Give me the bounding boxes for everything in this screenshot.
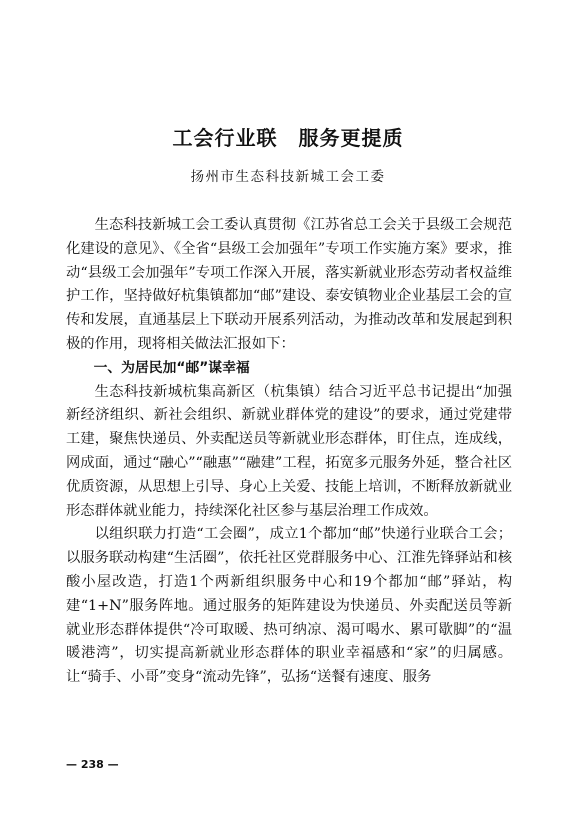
article-body	[66, 214, 512, 690]
article-title: 工会行业联 服务更提质	[172, 126, 404, 150]
article-author: 扬州市生态科技新城工会工委	[190, 169, 386, 185]
body-paragraph: 生态科技新城杭集高新区（杭集镇）结合习近平总书记提出“加强新经济组织、新社会组织、新就业群体党的建设”的要求，通过党建带工建，聚焦快递员、外卖配送员等新就业形态群体，盯住点，连成线，网成面，通过“融心”“融惠”“融建”工程，拓宽多元服务外延，整合社区优质资源，从思想上引导、身心上关爱、技能上培训，不断释放新就业形态群体就业能力，持续深化社区参与基层治理工作成效。	[66, 383, 512, 519]
section-heading: 一、为居民加“邮”谋幸福	[93, 359, 250, 376]
page-number: — 238 —	[66, 758, 119, 771]
body-paragraph: 以组织联力打造“工会圈”，成立1个都加“邮”快递行业联合工会；以服务联动构建“生活圈”，依托社区党群服务中心、江淮先锋驿站和核酸小屋改造，打造1个两新组织服务中心和19个都加“邮”驿站，构建“1+N”服务阵地。通过服务的矩阵建设为快递员、外卖配送员等新就业形态群体提供“冷可取暖、热可纳凉、渴可喝水、累可歇脚”的“温暖港湾”，切实提高新就业形态群体的职业幸福感和“家”的归属感。让“骑手、小哥”变身“流动先锋”，弘扬“送餐有速度、服务	[66, 526, 512, 686]
intro-paragraph: 生态科技新城工会工委认真贯彻《江苏省总工会关于县级工会规范化建设的意见》、《全省“县级工会加强年”专项工作实施方案》要求，推动“县级工会加强年”专项工作深入开展，落实新就业形态劳动者权益维护工作，坚持做好杭集镇都加“邮”建设、泰安镇物业企业基层工会的宣传和发展，直通基层上下联动开展系列活动，为推动改革和发展起到积极的作用，现将相关做法汇报如下：	[66, 217, 512, 352]
